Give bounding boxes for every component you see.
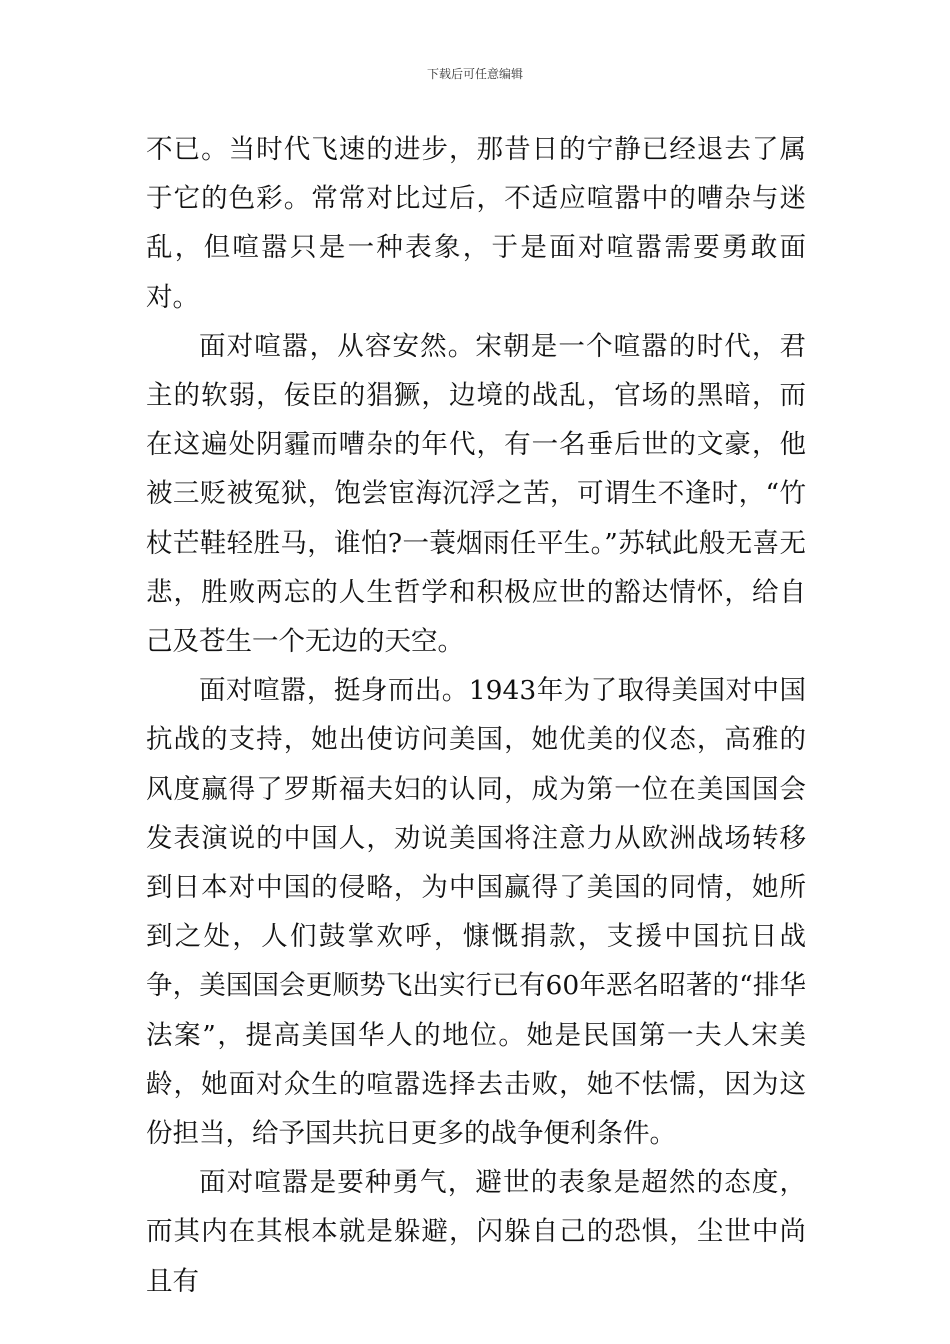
document-body xyxy=(146,125,806,1306)
page-header: 下载后可任意编辑 xyxy=(426,67,523,81)
paragraph-3: 面对喧嚣，挺身而出。1943年为了取得美国对中国抗战的支持，她出使访问美国，她优美的仪态，高雅的风度赢得了罗斯福夫妇的认同，成为第一位在美国国会发表演说的中国人，劝说美国将注意力从欧洲战场转移到日本对中国的侵略，为中国赢得了美国的同情，她所到之处，人们鼓掌欢呼，慷慨捐款，支援中国抗日战争，美国国会更顺势飞出实行已有60年恶名昭著的“排华法案”，提高美国华人的地位。她是民国第一夫人宋美龄，她面对众生的喧嚣选择去击败，她不怯懦，因为这份担当，给予国共抗日更多的战争便利条件。 xyxy=(146,675,806,1150)
paragraph-4: 面对喧嚣是要种勇气，避世的表象是超然的态度，而其内在其根本就是躲避，闪躲自己的恐惧，尘世中尚且有 xyxy=(146,1167,806,1297)
paragraph-1: 不已。当时代飞速的进步，那昔日的宁静已经退去了属于它的色彩。常常对比过后，不适应喧嚣中的嘈杂与迷乱，但喧嚣只是一种表象，于是面对喧嚣需要勇敢面对。 xyxy=(146,134,806,313)
paragraph-2: 面对喧嚣，从容安然。宋朝是一个喧嚣的时代，君主的软弱，佞臣的猖獗，边境的战乱，官场的黑暗，而在这遍处阴霾而嘈杂的年代，有一名垂后世的文豪，他被三贬被冤狱，饱尝宦海沉浮之苦，可谓生不逢时，“竹杖芒鞋轻胜马，谁怕?一蓑烟雨任平生。”苏轼此般无喜无悲，胜败两忘的人生哲学和积极应世的豁达情怀，给自己及苍生一个无边的天空。 xyxy=(146,330,806,658)
